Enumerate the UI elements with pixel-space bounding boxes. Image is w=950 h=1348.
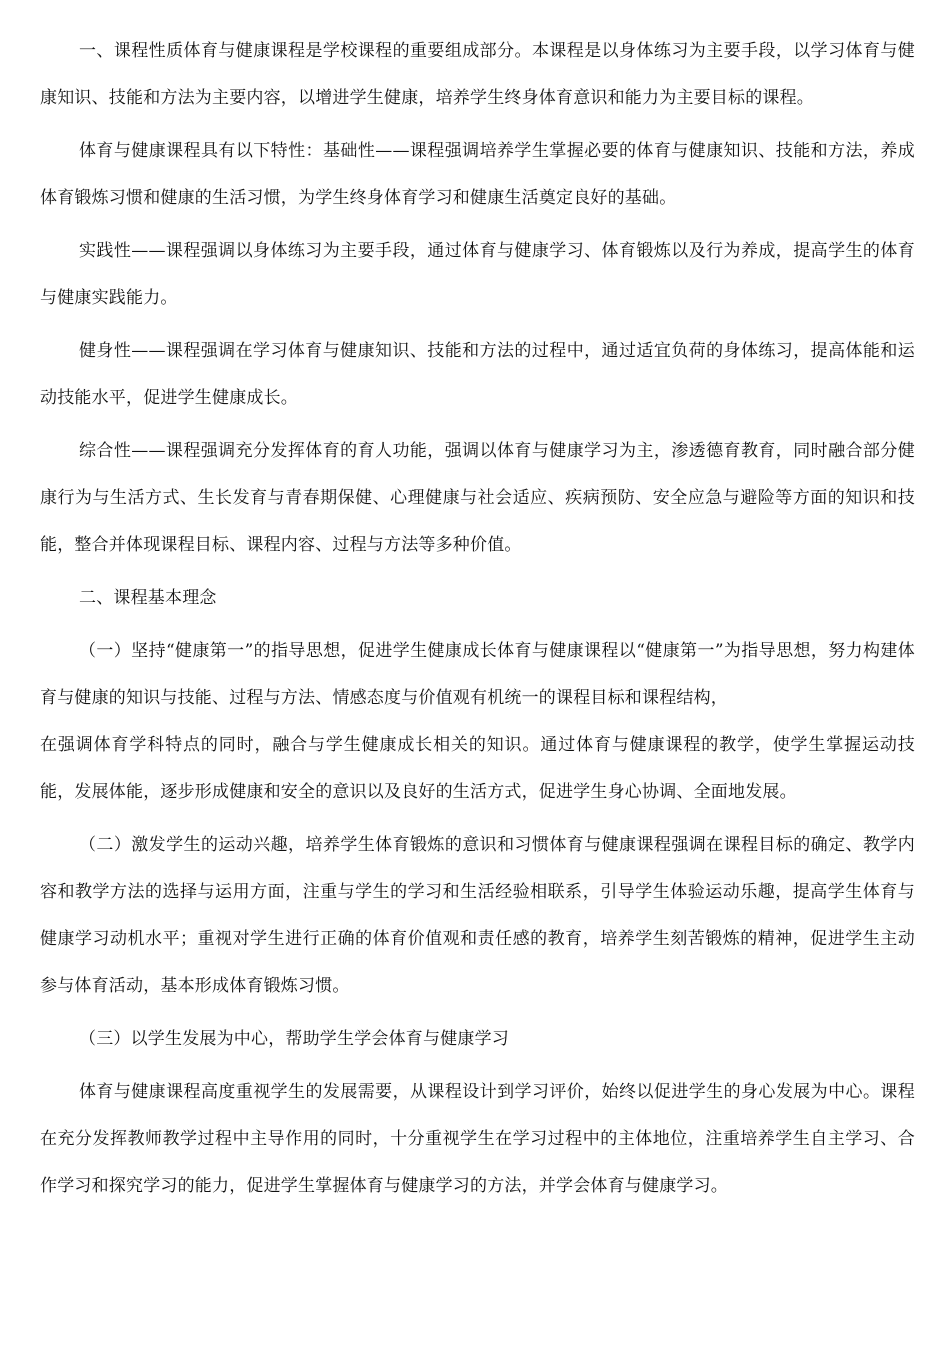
- paragraph-course-characteristics: 体育与健康课程具有以下特性：基础性——课程强调培养学生掌握必要的体育与健康知识、技能和方法，养成体育锻炼习惯和健康的生活习惯，为学生终身体育学习和健康生活奠定良好的基础。: [40, 141, 915, 208]
- paragraph-fitness: 健身性——课程强调在学习体育与健康知识、技能和方法的过程中，通过适宜负荷的身体练习，提高体能和运动技能水平，促进学生健康成长。: [40, 341, 915, 408]
- paragraph-course-nature: 一、课程性质体育与健康课程是学校课程的重要组成部分。本课程是以身体练习为主要手段，以学习体育与健康知识、技能和方法为主要内容，以增进学生健康，培养学生终身体育意识和能力为主要目标的课程。: [40, 41, 915, 108]
- document-page: [40, 28, 915, 1216]
- paragraph-concept-three-heading: （三）以学生发展为中心，帮助学生学会体育与健康学习: [79, 1029, 509, 1049]
- paragraph-concept-three-body: 体育与健康课程高度重视学生的发展需要，从课程设计到学习评价，始终以促进学生的身心发展为中心。课程在充分发挥教师教学过程中主导作用的同时，十分重视学生在学习过程中的主体地位，注重培养学生自主学习、合作学习和探究学习的能力，促进学生掌握体育与健康学习的方法，并学会体育与健康学习。: [40, 1082, 915, 1196]
- paragraph-practicality: 实践性——课程强调以身体练习为主要手段，通过体育与健康学习、体育锻炼以及行为养成，提高学生的体育与健康实践能力。: [40, 241, 915, 308]
- section-heading-basic-concepts: 二、课程基本理念: [79, 588, 217, 608]
- paragraph-concept-one-continued: 在强调体育学科特点的同时，融合与学生健康成长相关的知识。通过体育与健康课程的教学，使学生掌握运动技能，发展体能，逐步形成健康和安全的意识以及良好的生活方式，促进学生身心协调、全面地发展。: [40, 735, 915, 802]
- paragraph-concept-one-start: （一）坚持“健康第一”的指导思想，促进学生健康成长体育与健康课程以“健康第一”为指导思想，努力构建体育与健康的知识与技能、过程与方法、情感态度与价值观有机统一的课程目标和课程结构，: [40, 641, 915, 708]
- paragraph-comprehensiveness: 综合性——课程强调充分发挥体育的育人功能，强调以体育与健康学习为主，渗透德育教育，同时融合部分健康行为与生活方式、生长发育与青春期保健、心理健康与社会适应、疾病预防、安全应急与避险等方面的知识和技能，整合并体现课程目标、课程内容、过程与方法等多种价值。: [40, 441, 915, 555]
- paragraph-concept-two: （二）激发学生的运动兴趣，培养学生体育锻炼的意识和习惯体育与健康课程强调在课程目标的确定、教学内容和教学方法的选择与运用方面，注重与学生的学习和生活经验相联系，引导学生体验运动乐趣，提高学生体育与健康学习动机水平；重视对学生进行正确的体育价值观和责任感的教育，培养学生刻苦锻炼的精神，促进学生主动参与体育活动，基本形成体育锻炼习惯。: [40, 835, 915, 996]
